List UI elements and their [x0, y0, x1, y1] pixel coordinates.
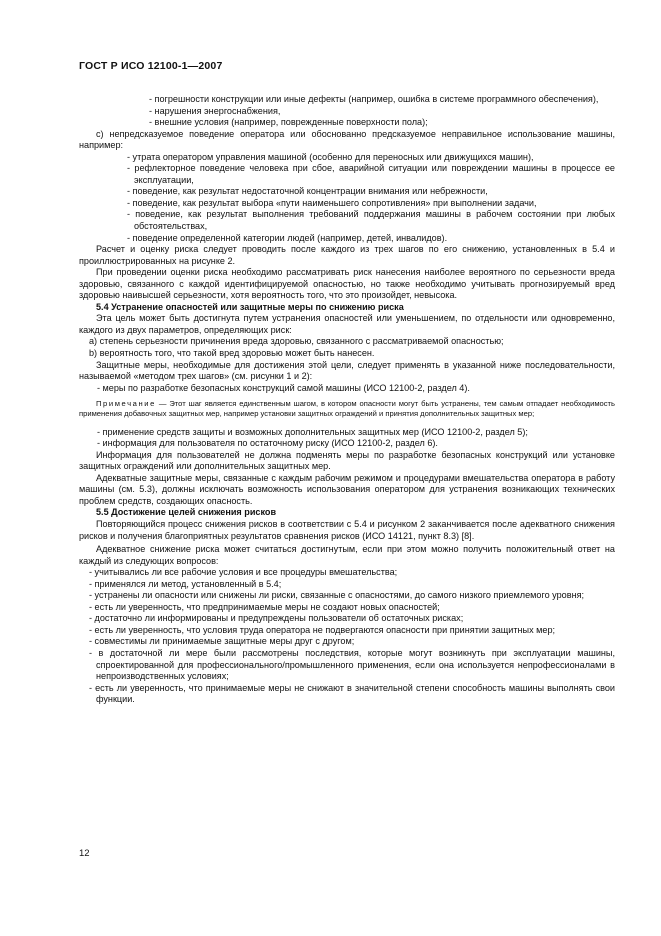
section-heading: 5.5 Достижение целей снижения рисков	[96, 507, 277, 518]
page-number: 12	[79, 848, 90, 859]
note-label: Примечание	[96, 399, 156, 409]
list-item: - есть ли уверенность, что принимаемые меры не снижают в значительной степени способность машины выполнять свои функции.	[89, 682, 615, 705]
list-item: - в достаточной ли мере были рассмотрены последствия, которые могут возникнуть при эксплуатации машины, спроектированной для профессионального/промышленного применения, если она используется непрофессионалами в непроизводственных условиях;	[89, 648, 615, 682]
paragraph: - внешние условия (например, поврежденные поверхности пола);	[149, 117, 428, 128]
paragraph: а) степень серьезности причинения вреда здоровью, связанного с рассматриваемой опасностью;	[89, 336, 504, 347]
paragraph: Защитные меры, необходимые для достижения этой цели, следует применять в указанной ниже последовательности, называемой «методом трех шагов» (см. рисунки 1 и 2):	[79, 359, 615, 382]
paragraph: - нарушения энергоснабжения,	[149, 105, 281, 116]
paragraph: Адекватные защитные меры, связанные с каждым рабочим режимом и процедурами вмешательства оператора в работу машины (см. 5.3), должны исключать возможность использования оператором для устранения возникающих технических проблем средств, создающих опасность.	[79, 472, 615, 506]
paragraph: - информация для пользователя по остаточному риску (ИСО 12100-2, раздел 6).	[97, 438, 438, 449]
document-header-title: ГОСТ Р ИСО 12100-1—2007	[79, 60, 223, 72]
note-text: — Этот шаг является единственным шагом, в котором опасности могут быть устранены, тем самым отпадает необходимость применения добавочных защитных мер, например установки защитных ограждений и принятия дополнительных защитных мер;	[79, 399, 615, 419]
note	[79, 399, 615, 419]
list-item: - устранены ли опасности или снижены ли риски, связанные с опасностями, до самого низкого приемлемого уровня;	[89, 590, 585, 601]
paragraph: - поведение определенной категории людей (например, детей, инвалидов).	[127, 232, 448, 243]
paragraph: При проведении оценки риска необходимо рассматривать риск нанесения наиболее вероятного по серьезности вреда здоровью, связанного с каждой идентифицируемой опасностью, но также необходимо учитывать прогнозируемый вред здоровью наивысшей серьезности, хотя вероятность того, что это произойдет, невысока.	[79, 267, 615, 301]
document-body	[79, 94, 615, 706]
paragraph: - погрешности конструкции или иные дефекты (например, ошибка в системе программного обеспечения),	[149, 94, 599, 104]
paragraph: Расчет и оценку риска следует проводить после каждого из трех шагов по его снижению, установленных в 5.4 и проиллюстрированных на рисунке 2.	[79, 244, 615, 266]
paragraph: - поведение, как результат недостаточной концентрации внимания или небрежности,	[127, 186, 488, 197]
paragraph: - рефлекторное поведение человека при сбое, аварийной ситуации или повреждении машины в процессе ее эксплуатации,	[127, 163, 615, 185]
list-item: - учитывались ли все рабочие условия и все процедуры вмешательства;	[89, 567, 398, 578]
paragraph: Адекватное снижение риска может считаться достигнутым, если при этом можно получить положительный ответ на каждый из следующих вопросов:	[79, 544, 615, 566]
list-item: - применялся ли метод, установленный в 5.4;	[89, 578, 282, 589]
paragraph: - поведение, как результат выполнения требований поддержания машины в рабочем состоянии при любых обстоятельствах,	[127, 209, 615, 232]
paragraph: - применение средств защиты и возможных дополнительных защитных мер (ИСО 12100-2, раздел 5);	[97, 426, 528, 437]
paragraph: с) непредсказуемое поведение оператора или обоснованно предсказуемое неправильное использование машины, например:	[79, 128, 615, 151]
paragraph: - меры по разработке безопасных конструкций самой машины (ИСО 12100-2, раздел 4).	[97, 382, 470, 393]
list-item: - есть ли уверенность, что предпринимаемые меры не создают новых опасностей;	[89, 601, 440, 612]
paragraph: b) вероятность того, что такой вред здоровью может быть нанесен.	[89, 348, 375, 359]
paragraph: Повторяющийся процесс снижения рисков в соответствии с 5.4 и рисунком 2 заканчивается после адекватного снижения рисков и получения благоприятных результатов сравнения рисков (ИСО 14121, пункт 8.3) [8].	[79, 519, 615, 541]
paragraph: Эта цель может быть достигнута путем устранения опасностей или уменьшением, по отдельности или одновременно, каждого из двух параметров, определяющих риск:	[79, 313, 615, 335]
section-heading: 5.4 Устранение опасностей или защитные меры по снижению риска	[96, 301, 404, 312]
list-item: - достаточно ли информированы и предупреждены пользователи об остаточных рисках;	[89, 613, 464, 624]
paragraph: - утрата оператором управления машиной (особенно для переносных или движущихся машин),	[127, 151, 534, 162]
paragraph: - поведение, как результат выбора «пути наименьшего сопротивления» при выполнении задачи,	[127, 197, 537, 208]
list-item: - есть ли уверенность, что условия труда оператора не подвергаются опасности при принятии защитных мер;	[89, 624, 556, 635]
paragraph: Информация для пользователей не должна подменять меры по разработке безопасных конструкций или установке защитных ограждений или дополнительных защитных мер.	[79, 449, 615, 472]
list-item: - совместимы ли принимаемые защитные меры друг с другом;	[89, 636, 355, 647]
